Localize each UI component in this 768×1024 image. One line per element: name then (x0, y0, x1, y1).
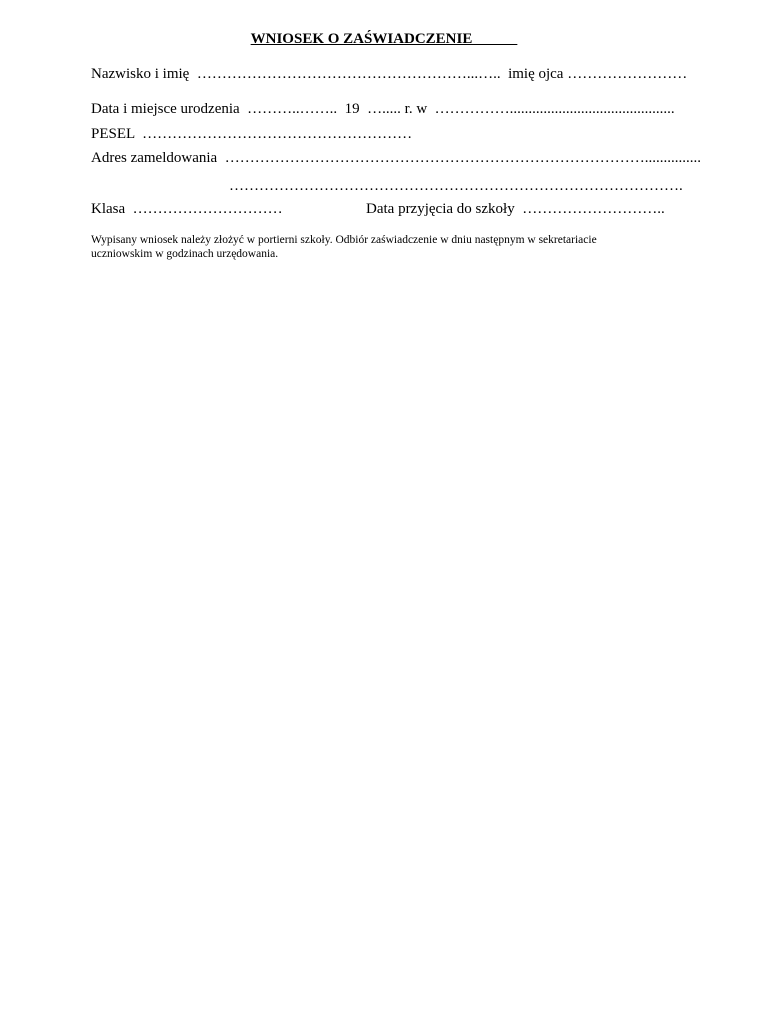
instruction-note-line: uczniowskim w godzinach urzędowania. (91, 248, 279, 260)
birth-date-and-place-line: Data i miejsce urodzenia ………..…….. 19 …..... r. w ……………............................................ (91, 101, 675, 117)
form-title: WNIOSEK O ZAŚWIADCZENIE (250, 31, 518, 47)
registered-address-continuation-line: ………………………………………………………………………………. (229, 178, 683, 194)
pesel-line: PESEL ……………………………………………… (91, 126, 413, 142)
instruction-note-line: Wypisany wniosek należy złożyć w portierni szkoły. Odbiór zaświadczenie w dniu następnym w sekretariacie (91, 234, 597, 246)
instruction-note (91, 233, 691, 261)
admission-date-line: Data przyjęcia do szkoły ……………………….. (366, 201, 665, 217)
registered-address-line: Adres zameldowania …………………………………………………………………………............... (91, 150, 701, 166)
class-line: Klasa ………………………… (91, 201, 283, 217)
name-and-father-name-line: Nazwisko i imię ………………………………………………...….. imię ojca …………………… (91, 66, 688, 82)
